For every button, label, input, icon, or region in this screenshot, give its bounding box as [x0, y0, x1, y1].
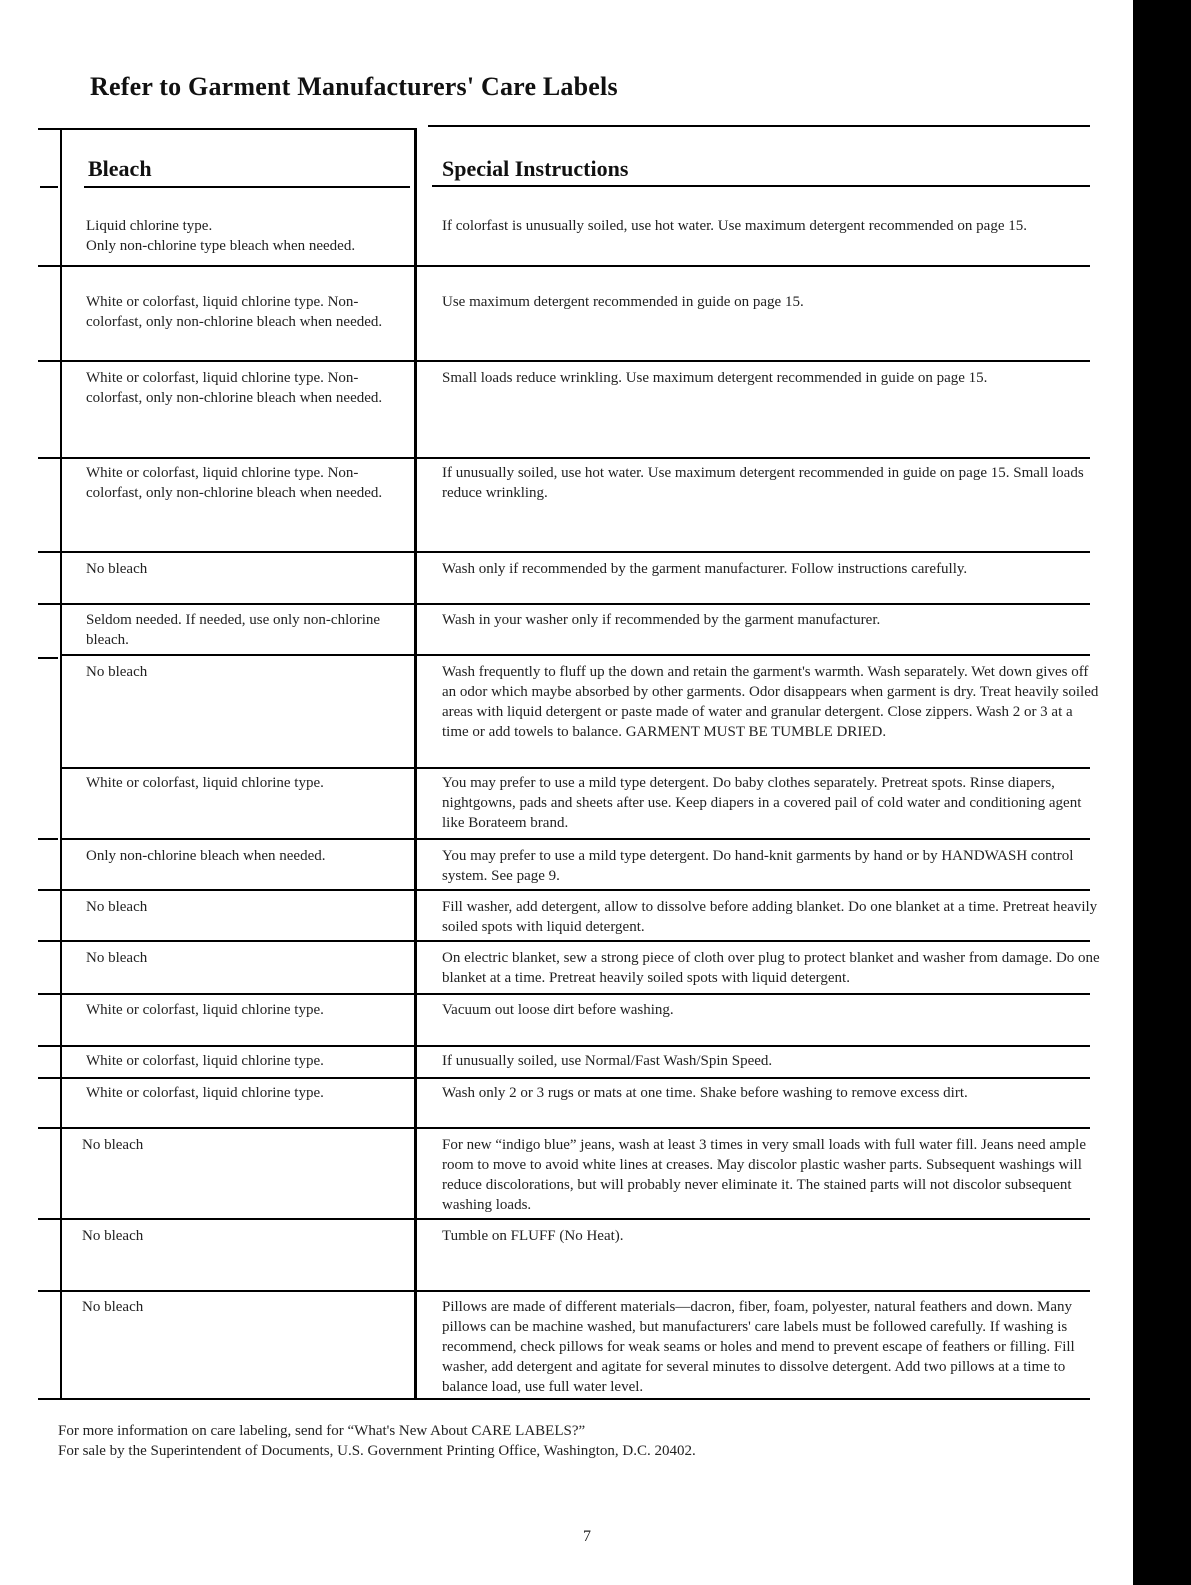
margin-tick — [38, 838, 58, 840]
row-rule — [38, 551, 1090, 553]
row-rule — [38, 603, 1090, 605]
instructions-cell: Tumble on FLUFF (No Heat). — [442, 1228, 624, 1244]
instructions-header-rule — [432, 185, 1090, 187]
bleach-line: Liquid chlorine type. — [86, 218, 213, 234]
bleach-cell: No bleach — [82, 1228, 144, 1244]
instructions-cell: Use maximum detergent recommended in guide on page 15. — [442, 294, 804, 310]
bleach-cell: No bleach — [86, 950, 148, 966]
instructions-cell: Pillows are made of different materials—dacron, fiber, foam, polyester, natural feathers and down. Many pillows can be machine washed, but manufacturers' care labels must be followed carefully. If washing is recommend, check pillows for weak seams or holes and mend to prevent escape of feathers or filling. Fill washer, add detergent and agitate for several minutes to dissolve detergent. Add two pillows at a time to balance load, use full water level. — [442, 1299, 1075, 1395]
top-rule-left — [38, 128, 416, 130]
bleach-header-rule — [84, 186, 410, 188]
row-rule — [38, 1045, 1090, 1047]
bleach-cell: White or colorfast, liquid chlorine type. Non-colorfast, only non-chlorine bleach when needed. — [86, 465, 383, 501]
bleach-cell: White or colorfast, liquid chlorine type. — [86, 1053, 324, 1069]
row-rule — [38, 1218, 1090, 1220]
margin-tick — [38, 657, 58, 659]
row-rule — [38, 993, 1090, 995]
bleach-cell — [86, 216, 406, 256]
bleach-cell: White or colorfast, liquid chlorine type. — [86, 1085, 324, 1101]
bleach-cell: No bleach — [82, 1299, 144, 1315]
instructions-cell: For new “indigo blue” jeans, wash at least 3 times in very small loads with full water fill. Jeans need ample room to move to avoid white lines at creases. May discolor plastic washer parts. Subsequent washings will reduce discolorations, but will probably never eliminate it. The stained parts will not discolor subsequent washing loads. — [442, 1137, 1087, 1213]
instructions-cell: If unusually soiled, use hot water. Use maximum detergent recommended in guide on page 15. Small loads reduce wrinkling. — [442, 465, 1084, 501]
instructions-cell: Wash frequently to fluff up the down and retain the garment's warmth. Wash separately. Wet down gives off an odor which maybe absorbed by other garments. Odor disappears when garment is dry. Treat heavily soiled areas with liquid detergent or paste made of water and granular detergent. Close zippers. Wash 2 or 3 at a time or add towels to balance. GARMENT MUST BE TUMBLE DRIED. — [442, 664, 1099, 740]
column-divider — [414, 128, 417, 1400]
instructions-cell: You may prefer to use a mild type detergent. Do baby clothes separately. Pretreat spots. Rinse diapers, nightgowns, pads and sheets after use. Keep diapers in a covered pail of cold water and conditioning agent like Borateem brand. — [442, 775, 1082, 831]
bleach-line: Only non-chlorine type bleach when needed. — [86, 238, 356, 254]
instructions-header: Special Instructions — [442, 156, 629, 181]
instructions-cell: On electric blanket, sew a strong piece of cloth over plug to protect blanket and washer from damage. Do one blanket at a time. Pretreat heavily soiled spots with liquid detergent. — [442, 950, 1100, 986]
bleach-cell: Seldom needed. If needed, use only non-chlorine bleach. — [86, 612, 381, 648]
row-rule — [38, 1290, 1090, 1292]
instructions-cell: You may prefer to use a mild type detergent. Do hand-knit garments by hand or by HANDWASH control system. See page 9. — [442, 848, 1074, 884]
row-rule — [62, 654, 1090, 656]
instructions-cell: Fill washer, add detergent, allow to dissolve before adding blanket. Do one blanket at a time. Pretreat heavily soiled spots with liquid detergent. — [442, 899, 1098, 935]
bleach-cell: White or colorfast, liquid chlorine type. Non-colorfast, only non-chlorine bleach when needed. — [86, 294, 383, 330]
row-rule — [62, 838, 1090, 840]
page-number: 7 — [583, 1528, 591, 1545]
bleach-cell: White or colorfast, liquid chlorine type. — [86, 775, 324, 791]
row-rule — [38, 265, 1090, 267]
bleach-header: Bleach — [88, 156, 152, 181]
instructions-cell: Vacuum out loose dirt before washing. — [442, 1002, 674, 1018]
row-rule — [38, 457, 1090, 459]
top-rule-right — [428, 125, 1090, 127]
bleach-cell: No bleach — [86, 664, 148, 680]
footer-line-1: For more information on care labeling, send for “What's New About CARE LABELS?” — [58, 1423, 586, 1439]
left-rule — [60, 128, 62, 1400]
bleach-cell: White or colorfast, liquid chlorine type. Non-colorfast, only non-chlorine bleach when needed. — [86, 370, 383, 406]
bleach-cell: Only non-chlorine bleach when needed. — [86, 848, 326, 864]
bleach-cell: White or colorfast, liquid chlorine type. — [86, 1002, 324, 1018]
row-rule — [38, 889, 1090, 891]
footer-notes — [58, 1421, 696, 1461]
margin-tick — [40, 186, 58, 188]
page-edge-bar — [1133, 0, 1191, 1585]
row-rule — [62, 767, 1090, 769]
footer-line-2: For sale by the Superintendent of Documents, U.S. Government Printing Office, Washington, D.C. 20402. — [58, 1443, 696, 1459]
instructions-cell: Wash in your washer only if recommended by the garment manufacturer. — [442, 612, 881, 628]
bleach-cell: No bleach — [82, 1137, 144, 1153]
instructions-cell: Small loads reduce wrinkling. Use maximum detergent recommended in guide on page 15. — [442, 370, 988, 386]
bleach-cell: No bleach — [86, 561, 148, 577]
page-title: Refer to Garment Manufacturers' Care Labels — [90, 72, 618, 101]
row-rule — [38, 940, 1090, 942]
instructions-cell: If colorfast is unusually soiled, use hot water. Use maximum detergent recommended on page 15. — [442, 218, 1027, 234]
instructions-cell: If unusually soiled, use Normal/Fast Wash/Spin Speed. — [442, 1053, 773, 1069]
row-rule — [38, 1077, 1090, 1079]
row-rule — [38, 360, 1090, 362]
instructions-cell: Wash only 2 or 3 rugs or mats at one time. Shake before washing to remove excess dirt. — [442, 1085, 968, 1101]
bottom-rule — [38, 1398, 1090, 1400]
row-rule — [38, 1127, 1090, 1129]
bleach-cell: No bleach — [86, 899, 148, 915]
instructions-cell: Wash only if recommended by the garment manufacturer. Follow instructions carefully. — [442, 561, 968, 577]
